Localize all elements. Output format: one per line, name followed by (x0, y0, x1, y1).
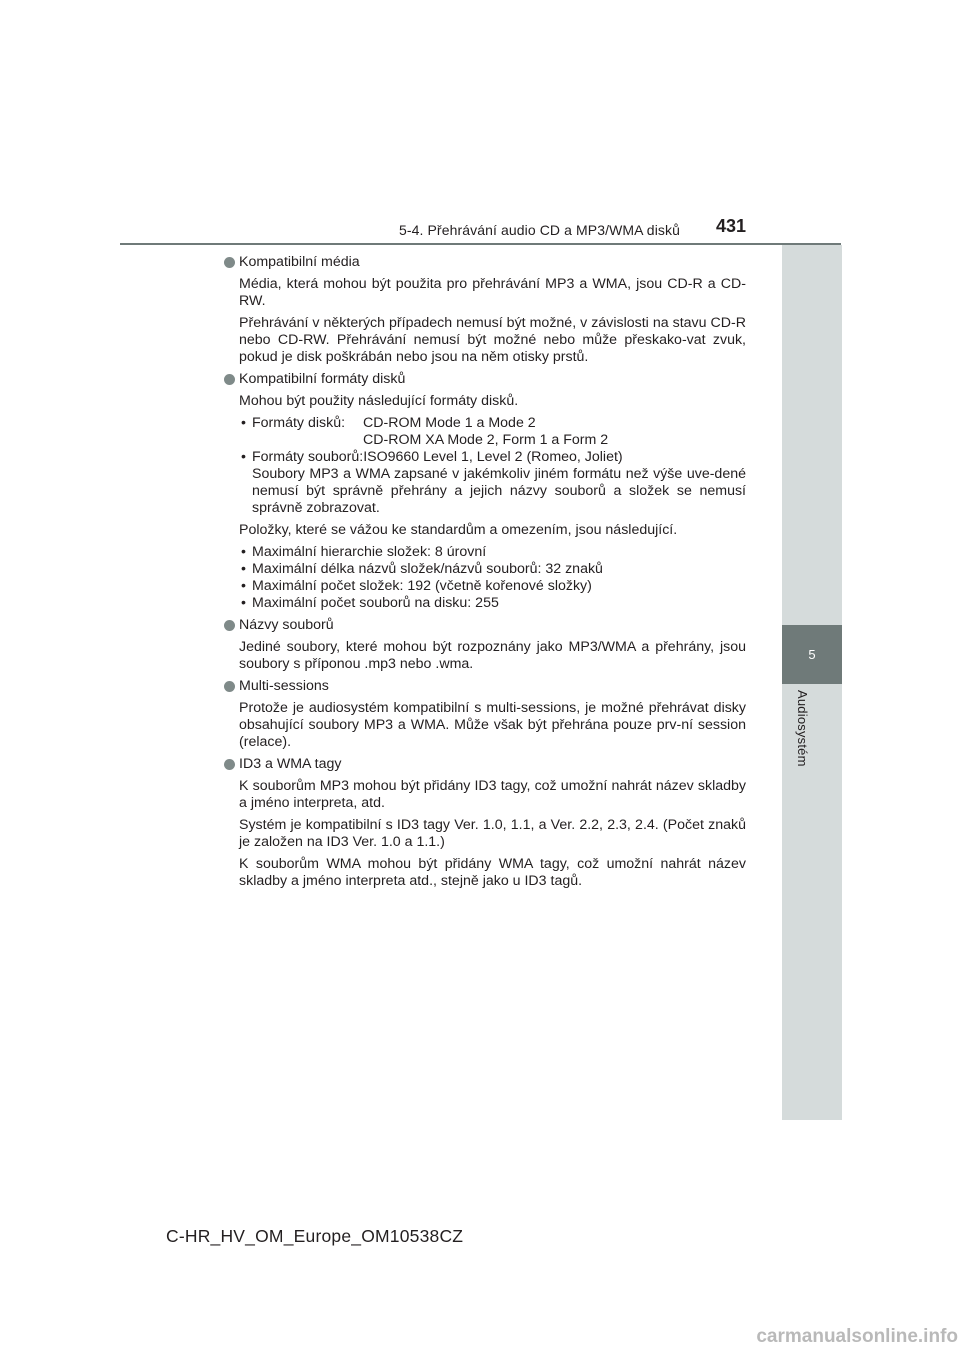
paragraph: Přehrávání v některých případech nemusí být možné, v závislosti na stavu CD-R nebo CD-RW. Přehrávání nemusí být možné nebo může přeskako-vat zvuk, pokud je disk poškrábán nebo jsou na něm otisky prstů. (239, 315, 746, 365)
section-multi-sessions (222, 678, 746, 751)
section-id3-wma-tags (222, 756, 746, 890)
chapter-tab (782, 625, 842, 684)
paragraph: K souborům MP3 mohou být přidány ID3 tagy, což umožní nahrát název skladby a jméno interpreta, atd. (239, 778, 746, 811)
section-title: ID3 a WMA tagy (239, 756, 342, 772)
section-title: Multi-sessions (239, 678, 329, 694)
section-title: Kompatibilní média (239, 254, 360, 270)
paragraph: Média, která mohou být použita pro přehrávání MP3 a WMA, jsou CD-R a CD-RW. (239, 276, 746, 309)
file-format-note: Soubory MP3 a WMA zapsané v jakémkoliv jiném formátu než výše uve-dené nemusí být správně přehrány a jejich názvy souborů a složek se nemusí správně zobrazovat. (252, 466, 746, 516)
document-code-footer: C-HR_HV_OM_Europe_OM10538CZ (166, 1226, 464, 1246)
round-bullet-icon (224, 374, 235, 385)
disc-format-label: • Formáty disků: (252, 415, 346, 431)
chapter-label: Audiosystém (795, 690, 810, 767)
list-item (239, 415, 746, 449)
section-compatible-formats (222, 371, 746, 612)
format-list (239, 415, 746, 517)
disc-format-value: CD-ROM Mode 1 a Mode 2 (363, 415, 536, 431)
section-header-title: 5-4. Přehrávání audio CD a MP3/WMA disků (398, 222, 680, 238)
side-tab-upper (782, 245, 842, 625)
section-title: Názvy souborů (239, 617, 334, 633)
watermark: carmanualsonline.info (756, 1326, 958, 1347)
page-number: 431 (716, 216, 747, 236)
main-content (222, 254, 746, 895)
round-bullet-icon (224, 759, 235, 770)
paragraph: Položky, které se vážou ke standardům a omezením, jsou následující. (239, 522, 678, 538)
section-file-names (222, 617, 746, 673)
file-format-label: Formáty souborů: (252, 449, 364, 465)
header-divider (120, 243, 841, 245)
disc-format-value: CD-ROM XA Mode 2, Form 1 a Form 2 (363, 432, 609, 448)
list-item: • Maximální délka názvů složek/názvů souborů: 32 znaků (239, 561, 746, 578)
list-item (239, 449, 746, 517)
paragraph: Mohou být použity následující formáty disků. (239, 393, 519, 409)
list-item: • Maximální počet složek: 192 (včetně kořenové složky) (239, 578, 746, 595)
list-item: • Maximální počet souborů na disku: 255 (239, 595, 746, 612)
round-bullet-icon (224, 620, 235, 631)
list-item: • Maximální hierarchie složek: 8 úrovní (239, 544, 746, 561)
round-bullet-icon (224, 681, 235, 692)
round-bullet-icon (224, 257, 235, 268)
paragraph: Jediné soubory, které mohou být rozpoznány jako MP3/WMA a přehrány, jsou soubory s příponou .mp3 nebo .wma. (239, 639, 746, 672)
paragraph: K souborům WMA mohou být přidány WMA tagy, což umožní nahrát název skladby a jméno interpreta atd., stejně jako u ID3 tagů. (239, 856, 746, 889)
section-title: Kompatibilní formáty disků (239, 371, 406, 387)
paragraph: Protože je audiosystém kompatibilní s multi-sessions, je možné přehrávat disky obsahující soubory MP3 a WMA. Může však být přehrána pouze prv-ní session (relace). (239, 700, 746, 750)
chapter-number: 5 (808, 647, 816, 662)
paragraph: Systém je kompatibilní s ID3 tagy Ver. 1.0, 1.1, a Ver. 2.2, 2.3, 2.4. (Počet znaků je založen na ID3 Ver. 1.0 a 1.1.) (239, 817, 746, 850)
file-format-value: ISO9660 Level 1, Level 2 (Romeo, Joliet) (363, 449, 623, 465)
limits-list (239, 544, 746, 612)
section-compatible-media (222, 254, 746, 366)
